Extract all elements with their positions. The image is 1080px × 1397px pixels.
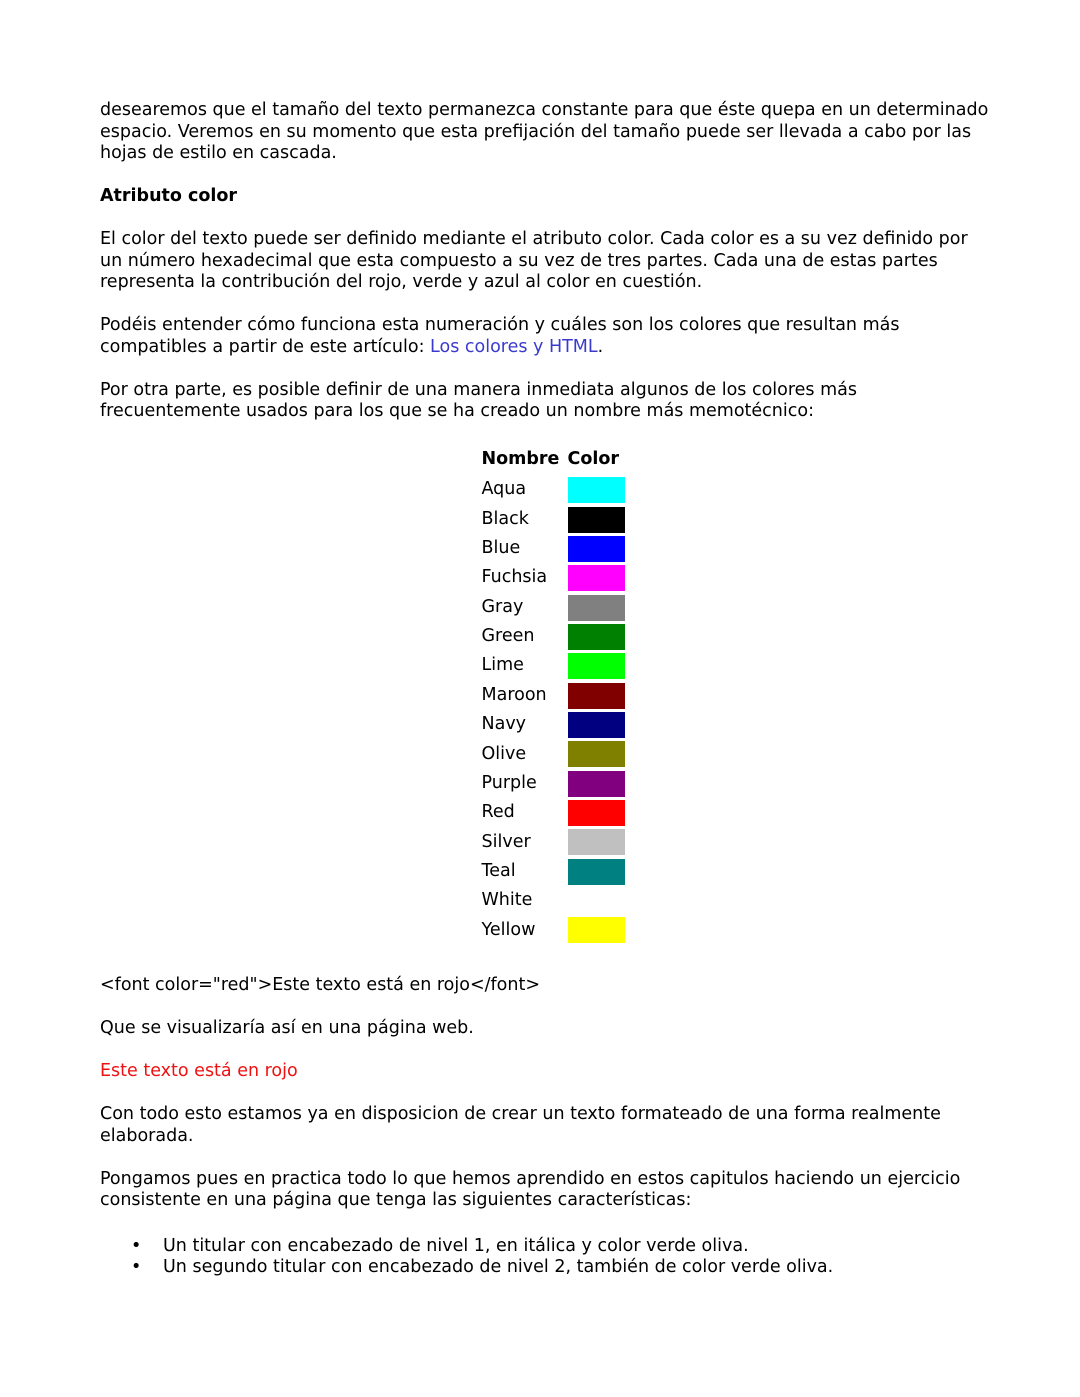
color-swatch bbox=[568, 741, 625, 767]
color-name: Olive bbox=[481, 743, 527, 764]
color-swatch-cell bbox=[568, 681, 625, 710]
color-name: Navy bbox=[481, 714, 527, 735]
requirements-list bbox=[100, 1236, 990, 1279]
section-heading: Atributo color bbox=[100, 186, 238, 206]
header-name: Nombre bbox=[481, 448, 560, 469]
color-swatch bbox=[568, 507, 625, 533]
ready-paragraph: Con todo esto estamos ya en disposicion de crear un texto formateado de una forma realmente elaborada. bbox=[100, 1104, 941, 1146]
color-row bbox=[482, 740, 625, 769]
color-name: Aqua bbox=[481, 479, 527, 500]
color-swatch-cell bbox=[568, 828, 625, 857]
color-swatch bbox=[568, 624, 625, 650]
link-paragraph-end: . bbox=[597, 336, 604, 357]
color-name: Lime bbox=[481, 655, 524, 676]
exercise-paragraph: Pongamos pues en practica todo lo que hemos aprendido en estos capitulos haciendo un ejercicio consistente en una página que tenga las siguientes características: bbox=[100, 1168, 961, 1210]
color-name: Blue bbox=[481, 538, 521, 559]
color-swatch bbox=[568, 653, 625, 679]
color-swatch-cell bbox=[568, 769, 625, 798]
colors-html-link[interactable]: Los colores y HTML bbox=[430, 336, 598, 357]
color-table-body bbox=[482, 476, 625, 946]
color-swatch-cell bbox=[568, 476, 625, 505]
visualize-paragraph: Que se visualizaría así en una página web. bbox=[100, 1018, 474, 1038]
color-swatch-cell bbox=[568, 886, 625, 915]
color-swatch bbox=[568, 829, 625, 855]
color-row bbox=[482, 769, 625, 798]
document-page bbox=[100, 100, 990, 1279]
link-paragraph-text: Podéis entender cómo funciona esta numeración y cuáles son los colores que resultan más compatibles a partir de este artículo: bbox=[100, 315, 900, 357]
red-text-example: Este texto está en rojo bbox=[100, 1061, 298, 1081]
table-header-row bbox=[482, 449, 625, 476]
color-names-table bbox=[482, 449, 625, 946]
color-swatch bbox=[568, 477, 625, 503]
color-swatch bbox=[568, 595, 625, 621]
color-row bbox=[482, 505, 625, 534]
color-name: White bbox=[481, 890, 533, 911]
header-color: Color bbox=[567, 448, 620, 469]
color-table-wrapper bbox=[100, 449, 990, 946]
color-attribute-paragraph: El color del texto puede ser definido mediante el atributo color. Cada color es a su vez definido por un número hexadecimal que esta compuesto a su vez de tres partes. Cada una de estas partes representa la contribución del rojo, verde y azul al color en cuestión. bbox=[100, 229, 968, 292]
color-swatch bbox=[568, 683, 625, 709]
color-name: Black bbox=[481, 508, 529, 529]
color-name: Green bbox=[481, 626, 535, 647]
bullet-icon: • bbox=[131, 1235, 142, 1256]
color-name: Yellow bbox=[481, 919, 536, 940]
color-swatch-cell bbox=[568, 857, 625, 886]
color-swatch-cell bbox=[568, 740, 625, 769]
color-swatch bbox=[568, 859, 625, 885]
color-swatch-cell bbox=[568, 798, 625, 827]
color-swatch bbox=[568, 771, 625, 797]
color-row bbox=[482, 828, 625, 857]
color-swatch-cell bbox=[568, 505, 625, 534]
color-swatch-cell bbox=[568, 652, 625, 681]
list-item bbox=[100, 1257, 990, 1279]
color-row bbox=[482, 681, 625, 710]
color-row bbox=[482, 622, 625, 651]
color-swatch bbox=[568, 565, 625, 591]
color-swatch bbox=[568, 917, 625, 943]
color-swatch-cell bbox=[568, 593, 625, 622]
color-name: Maroon bbox=[481, 684, 547, 705]
named-colors-paragraph: Por otra parte, es posible definir de una manera inmediata algunos de los colores más frecuentemente usados para los que se ha creado un nombre más memotécnico: bbox=[100, 379, 857, 421]
color-name: Silver bbox=[481, 831, 531, 852]
color-row bbox=[482, 916, 625, 945]
color-row bbox=[482, 593, 625, 622]
color-swatch-cell bbox=[568, 916, 625, 945]
color-row bbox=[482, 886, 625, 915]
color-name: Red bbox=[481, 802, 515, 823]
list-item-text: Un titular con encabezado de nivel 1, en itálica y color verde oliva. bbox=[163, 1235, 749, 1256]
color-swatch-cell bbox=[568, 710, 625, 739]
color-name: Fuchsia bbox=[481, 567, 548, 588]
color-name: Gray bbox=[481, 596, 524, 617]
color-row bbox=[482, 798, 625, 827]
link-paragraph bbox=[100, 315, 990, 358]
list-item bbox=[100, 1236, 990, 1258]
color-swatch bbox=[568, 712, 625, 738]
color-row bbox=[482, 857, 625, 886]
color-swatch bbox=[568, 800, 625, 826]
color-name: Teal bbox=[481, 860, 516, 881]
color-swatch-cell bbox=[568, 622, 625, 651]
color-name: Purple bbox=[481, 772, 537, 793]
code-example: <font color="red">Este texto está en rojo</font> bbox=[100, 975, 541, 995]
color-row bbox=[482, 652, 625, 681]
list-item-text: Un segundo titular con encabezado de nivel 2, también de color verde oliva. bbox=[163, 1257, 834, 1277]
color-swatch-cell bbox=[568, 564, 625, 593]
color-row bbox=[482, 710, 625, 739]
color-row bbox=[482, 534, 625, 563]
color-swatch bbox=[568, 536, 625, 562]
bullet-icon: • bbox=[131, 1257, 142, 1277]
color-row bbox=[482, 476, 625, 505]
intro-paragraph: desearemos que el tamaño del texto permanezca constante para que éste quepa en un determinado espacio. Veremos en su momento que esta prefijación del tamaño puede ser llevada a cabo por las hojas de estilo en cascada. bbox=[100, 100, 989, 163]
color-swatch bbox=[568, 888, 625, 914]
color-row bbox=[482, 564, 625, 593]
color-swatch-cell bbox=[568, 534, 625, 563]
